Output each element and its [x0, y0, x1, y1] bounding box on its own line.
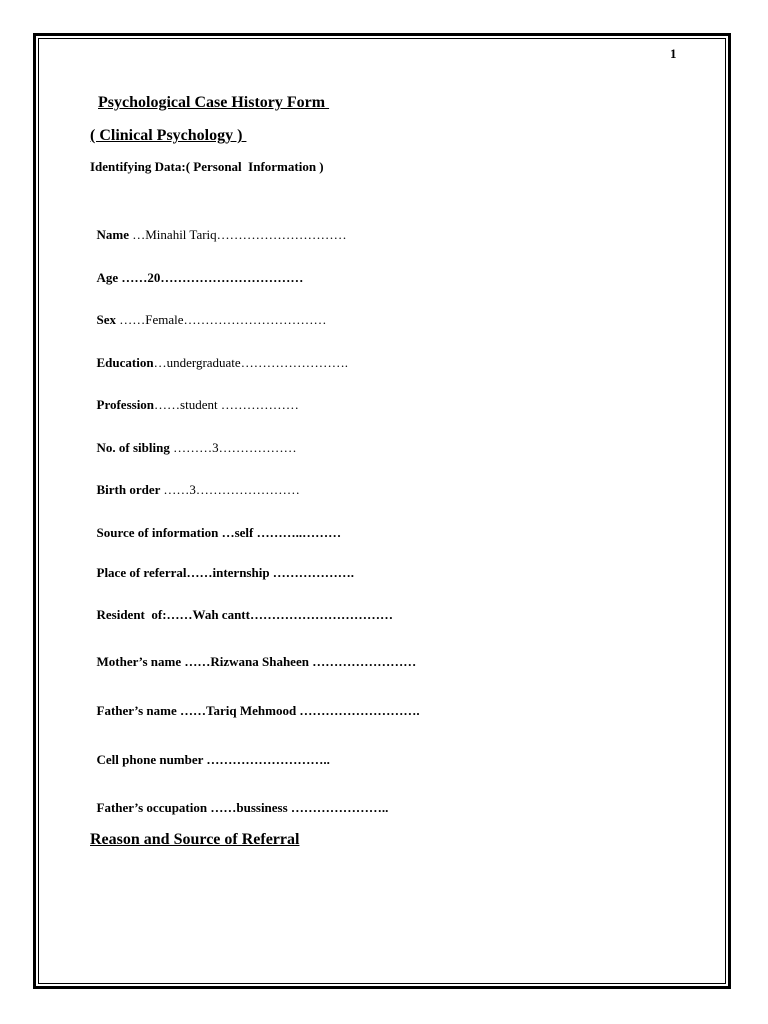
- field-label: Sex: [96, 312, 120, 327]
- field-fathers-name: [90, 687, 420, 719]
- field-label: Resident of:: [96, 607, 167, 622]
- form-subtitle: ( Clinical Psychology ): [90, 127, 247, 144]
- field-value: ……internship ……………….: [186, 565, 355, 580]
- field-value: ………………………..: [206, 752, 330, 767]
- field-label: Father’s name: [96, 703, 181, 718]
- field-value: …self ………..………: [221, 525, 342, 540]
- field-value: ……20……………………………: [121, 270, 304, 285]
- field-value: ……student ………………: [154, 397, 299, 412]
- field-value: ………3………………: [173, 440, 297, 455]
- reason-and-source-heading: Reason and Source of Referral: [90, 831, 300, 848]
- field-value: ……bussiness …………………..: [210, 800, 389, 815]
- field-label: Education: [96, 355, 154, 370]
- field-label: Father’s occupation: [96, 800, 211, 815]
- field-label: Age: [96, 270, 122, 285]
- field-profession: [90, 381, 299, 413]
- field-value: ……Wah cantt……………………………: [166, 607, 393, 622]
- form-title: Psychological Case History Form: [98, 94, 330, 111]
- field-cell-phone: [90, 736, 330, 768]
- field-birth-order: [90, 466, 300, 498]
- field-age: [90, 254, 303, 286]
- field-value: …undergraduate…………………….: [153, 355, 348, 370]
- field-label: Profession: [96, 397, 155, 412]
- field-name: [90, 211, 347, 243]
- field-value: ……Rizwana Shaheen ……………………: [184, 654, 417, 669]
- field-label: No. of sibling: [96, 440, 174, 455]
- field-label: Cell phone number: [96, 752, 207, 767]
- field-label: Place of referral: [96, 565, 187, 580]
- field-source-of-information: [90, 509, 341, 541]
- field-value: ……Female……………………………: [119, 312, 327, 327]
- field-education: [90, 339, 348, 371]
- field-value: ……Tariq Mehmood ……………………….: [180, 703, 420, 718]
- field-label: Mother’s name: [96, 654, 185, 669]
- field-siblings: [90, 424, 297, 456]
- field-label: Source of information: [96, 525, 222, 540]
- field-fathers-occupation: [90, 784, 388, 816]
- field-label: Birth order: [96, 482, 164, 497]
- identifying-data-heading: Identifying Data:( Personal Information ): [90, 159, 324, 174]
- field-resident-of: [90, 591, 393, 623]
- field-value: ……3……………………: [163, 482, 300, 497]
- field-label: Name: [96, 227, 133, 242]
- field-mothers-name: [90, 638, 416, 670]
- field-place-of-referral: [90, 549, 354, 581]
- field-value: …Minahil Tariq…………………………: [132, 227, 347, 242]
- page-number: 1: [670, 46, 677, 61]
- field-sex: [90, 296, 327, 328]
